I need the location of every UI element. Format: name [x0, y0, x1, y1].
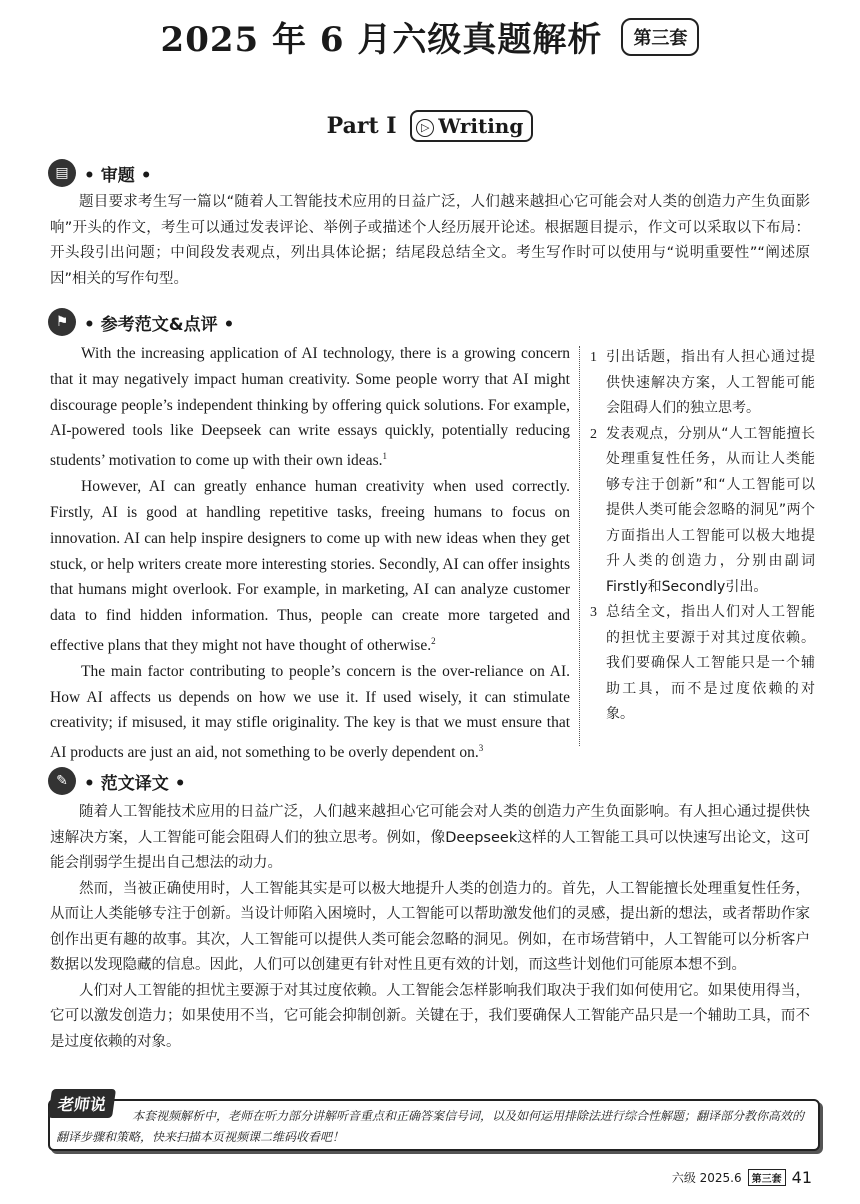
part-heading [0, 110, 860, 142]
note-text: 发表观点，分别从“人工智能擅长处理重复性任务，从而让人类能够专注于创新”和“人工智能可以提供人类可能会忽略的洞见”两个方面指出人工智能可以极大地提升人类的创造力，分别由副词Firstly和Secondly引出。 [606, 425, 815, 595]
review-section [50, 190, 810, 292]
note-marker: 3 [478, 743, 484, 754]
translation-paragraph: 随着人工智能技术应用的日益广泛，人们越来越担心它可能会对人类的创造力产生负面影响。有人担心通过提供快速解决方案，人工智能可能会阻碍人们的独立思考。例如，像Deepseek这样的人工智能工具可以快速写出论文，这可能会削弱学生提出自己想法的动力。 [50, 804, 810, 871]
note-item [590, 600, 815, 728]
page-footer [672, 1168, 812, 1187]
flag-icon: ⚑ [48, 308, 76, 336]
note-number: 3 [590, 605, 597, 620]
page-number: 41 [791, 1168, 812, 1187]
translation-paragraph: 然而，当被正确使用时，人工智能其实是可以极大地提升人类的创造力的。首先，人工智能擅长处理重复性任务，从而让人类能够专注于创新。当设计师陷入困境时，人工智能可以帮助激发他们的灵感，提出新的想法，或者帮助作家创作出更有趣的故事。其次，人工智能可以提供人类可能会忽略的洞见。例如，在市场营销中，人工智能可以分析客户数据以发现隐藏的信息。因此，人们可以创建更有针对性且更有效的计划，而这些计划他们可能原本想不到。 [50, 880, 810, 973]
commentary-notes [590, 345, 815, 728]
review-text: 题目要求考生写一篇以“随着人工智能技术应用的日益广泛，人们越来越担心它可能会对人类的创造力产生负面影响”开头的作文，考生可以通过发表评论、举例子或描述个人经历展开论述。根据题目提示，作文可以采取以下布局：开头段引出问题；中间段发表观点，列出具体论据；结尾段总结全文。考生写作时可以使用与“说明重要性”“阐述原因”相关的写作句型。 [50, 194, 810, 287]
note-marker: 2 [431, 635, 436, 646]
note-marker: 1 [382, 451, 387, 462]
section-label: Writing [438, 114, 524, 138]
review-heading-label: • 审题 • [84, 165, 152, 186]
document-icon: ▤ [48, 159, 76, 187]
play-arrow-icon: ▷ [416, 119, 434, 137]
note-text: 引出话题，指出有人担心通过提供快速解决方案，人工智能可能会阻碍人们的独立思考。 [606, 349, 815, 416]
footer-set: 第三套 [748, 1169, 786, 1186]
sample-heading-label: • 参考范文&点评 • [84, 314, 235, 335]
translation-heading-label: • 范文译文 • [84, 773, 186, 794]
section-label-box [410, 110, 533, 142]
essay-paragraph [50, 341, 570, 474]
review-heading [48, 157, 152, 189]
essay-paragraph-text: However, AI can greatly enhance human creativity when used correctly. Firstly, AI is good at handling repetitive tasks, freeing humans to focus on innovation. AI can help inspire designers to come up with new ideas when they get stuck, or help writers create more interesting stories. Secondly, AI can offer insights that humans might overlook. For example, in marketing, AI can analyze customer data to find hidden information. Thus, people can create more targeted and effective plans that they might not have thought of otherwise. [50, 478, 570, 655]
essay-paragraph-text: The main factor contributing to people’s concern is the over-reliance on AI. How AI affects us depends on how we use it. If used wisely, it can stimulate creativity; if misused, it may stifle originality. The key is that we must ensure that AI products are just an aid, not something to be overly dependent on. [50, 662, 570, 762]
note-item [590, 422, 815, 601]
note-number: 1 [590, 350, 597, 365]
page-header [0, 12, 860, 61]
translation-paragraph: 人们对人工智能的担忧主要源于对其过度依赖。人工智能会怎样影响我们取决于我们如何使用它。如果使用得当，它可以激发创造力；如果使用不当，它可能会抑制创新。关键在于，我们要确保人工智能产品只是一个辅助工具，而不是过度依赖的对象。 [50, 982, 810, 1050]
teacher-tip-text: 本套视频解析中，老师在听力部分讲解听音重点和正确答案信号词，以及如何运用排除法进行综合性解题；翻译部分教你高效的翻译步骤和策略，快来扫描本页视频课二维码收看吧！ [56, 1109, 805, 1144]
column-divider [579, 346, 580, 746]
note-number: 2 [590, 426, 597, 442]
essay-paragraph [50, 474, 570, 659]
page-title: 2025 年 6 月六级真题解析 [160, 20, 603, 60]
sample-essay [50, 341, 570, 766]
footer-exam: 六级 2025.6 [671, 1171, 742, 1185]
teacher-tip [48, 1089, 818, 1149]
pen-icon: ✎ [48, 767, 76, 795]
set-tag: 第三套 [621, 18, 699, 56]
note-item [590, 345, 815, 422]
essay-paragraph-text: With the increasing application of AI technology, there is a growing concern that it may negatively impact human creativity. Some people worry that AI might discourage people’s independent thinking by offering quick solutions. For example, AI-powered tools like Deepseek can write essays quickly, potentially reducing students’ motivation to come up with their own ideas. [50, 345, 570, 470]
essay-paragraph [50, 659, 570, 766]
part-label: Part I [326, 113, 397, 139]
translation-heading [48, 765, 186, 797]
teacher-badge: 老师说 [48, 1089, 116, 1118]
translation-section [50, 800, 810, 1055]
note-text: 总结全文，指出人们对人工智能的担忧主要源于对其过度依赖。我们要确保人工智能只是一个辅助工具，而不是过度依赖的对象。 [606, 604, 815, 722]
sample-heading [48, 306, 234, 338]
